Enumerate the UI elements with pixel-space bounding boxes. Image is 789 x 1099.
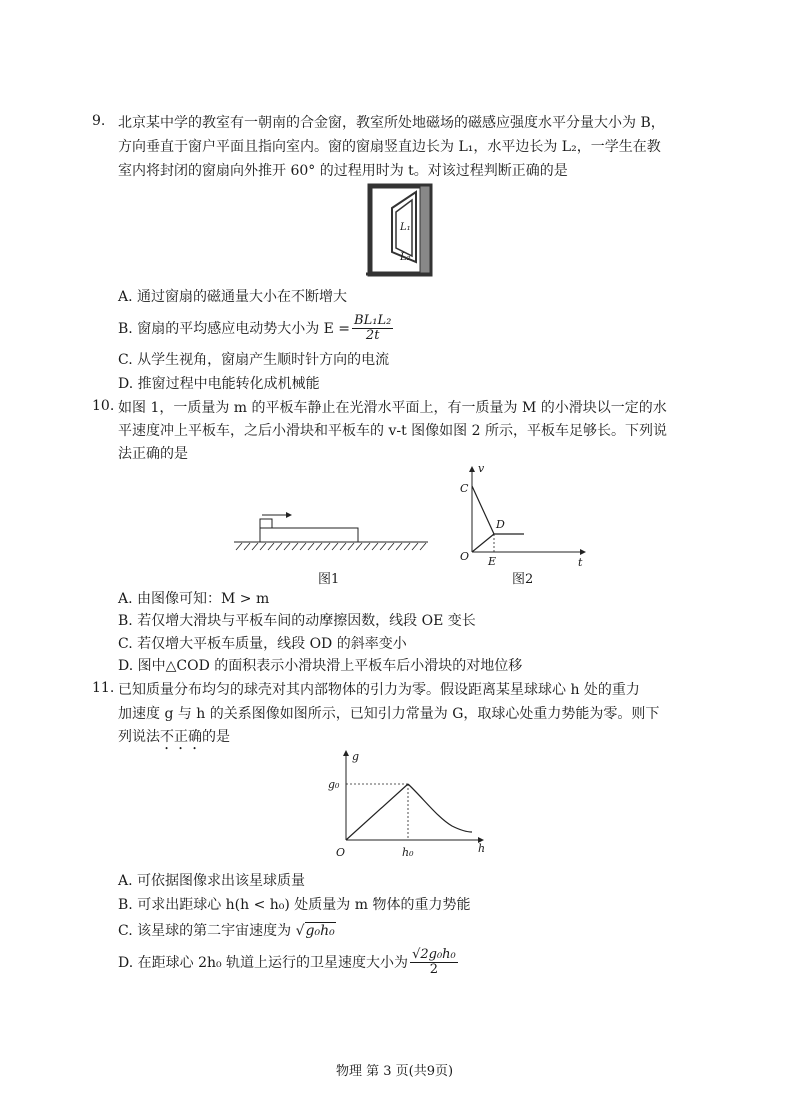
q9-option-a: A. 通过窗扇的磁通量大小在不断增大 — [118, 289, 348, 305]
q9-option-b-fraction — [352, 314, 393, 343]
q9-number: 9. — [92, 113, 106, 129]
q10-graph-v-label: v — [478, 466, 485, 475]
q11-option-d-text: D. 在距球心 2h₀ 轨道上运行的卫星速度大小为 — [118, 954, 409, 971]
q11-stem-line3-pre: 列说法 — [118, 729, 160, 745]
q9-window-figure — [366, 182, 438, 278]
q9-option-b — [118, 314, 395, 343]
q11-option-d-radicand: 2g₀h₀ — [420, 947, 456, 962]
q11-option-d — [118, 948, 460, 977]
q10-option-c: C. 若仅增大平板车质量，线段 OD 的斜率变小 — [118, 636, 407, 652]
q11-number: 11. — [92, 680, 115, 696]
q9-option-b-denominator: 2t — [365, 328, 380, 343]
q11-option-b: B. 可求出距球心 h(h < h₀) 处质量为 m 物体的重力势能 — [118, 897, 471, 913]
q10-stem-line1: 如图 1，一质量为 m 的平板车静止在光滑水平面上，有一质量为 M 的小滑块以一定的水 — [118, 400, 667, 416]
q11-stem-line3 — [118, 727, 230, 753]
q11-stem-line3-post: 的是 — [202, 729, 230, 745]
q11-stem-line1: 已知质量分布均匀的球壳对其内部物体的引力为零。假设距离某星球球心 h 处的重力 — [118, 682, 640, 698]
q9-option-b-numerator: BL₁L₂ — [354, 313, 392, 328]
q11-graph-g0-label: g₀ — [328, 778, 340, 791]
q10-graph-E-label: E — [488, 555, 497, 566]
q9-option-d: D. 推窗过程中电能转化成机械能 — [118, 376, 320, 392]
q10-stem-line2: 平速度冲上平板车，之后小滑块和平板车的 v-t 图像如图 2 所示，平板车足够长。下列说 — [118, 423, 667, 439]
q9-label-L2: L₂ — [400, 252, 411, 263]
q9-label-L1: L₁ — [400, 222, 411, 233]
q10-graph-O-label: O — [460, 550, 470, 563]
q11-graph-g-label: g — [352, 750, 360, 763]
q10-figure2-vt-graph — [452, 466, 587, 566]
q11-stem-emphasis: 不正确 — [160, 729, 202, 745]
q11-option-a: A. 可依据图像求出该星球质量 — [118, 873, 306, 889]
q11-stem-line2: 加速度 g 与 h 的关系图像如图所示，已知引力常量为 G，取球心处重力势能为零。则下 — [118, 706, 660, 722]
q10-option-a: A. 由图像可知：M > m — [118, 591, 270, 607]
page-footer: 物理 第 3 页(共9页) — [335, 1064, 454, 1079]
q11-option-c-sqrt: √g₀h₀ — [295, 923, 335, 939]
q11-graph-h0-label: h₀ — [402, 846, 414, 859]
q10-graph-C-label: C — [460, 482, 469, 495]
q11-option-d-fraction — [410, 948, 458, 977]
q11-graph-h-label: h — [478, 842, 486, 855]
q11-option-c — [118, 921, 336, 941]
q10-number: 10. — [92, 398, 115, 414]
q11-option-d-denominator: 2 — [429, 962, 439, 977]
q9-option-c: C. 从学生视角，窗扇产生顺时针方向的电流 — [118, 352, 390, 368]
q11-option-c-radicand: g₀h₀ — [305, 923, 335, 939]
q11-option-c-text: C. 该星球的第二宇宙速度为 — [118, 923, 292, 939]
q10-graph-D-label: D — [496, 518, 505, 531]
q10-graph-t-label: t — [578, 556, 583, 566]
q10-stem-line3: 法正确的是 — [118, 446, 188, 462]
q10-figure1 — [230, 505, 430, 555]
q9-option-b-text: B. 窗扇的平均感应电动势大小为 E = — [118, 320, 351, 337]
q10-option-d: D. 图中△COD 的面积表示小滑块滑上平板车后小滑块的对地位移 — [118, 658, 523, 674]
q10-option-b: B. 若仅增大滑块与平板车间的动摩擦因数，线段 OE 变长 — [118, 613, 476, 629]
q9-stem-line3: 室内将封闭的窗扇向外推开 60° 的过程用时为 t。对该过程判断正确的是 — [118, 163, 568, 179]
q10-figure1-caption: 图1 — [318, 572, 340, 587]
q11-graph-O-label: O — [336, 846, 346, 859]
q10-figure2-caption: 图2 — [512, 572, 534, 587]
q9-stem-line2: 方向垂直于窗户平面且指向室内。窗的窗扇竖直边长为 L₁，水平边长为 L₂，一学生在教 — [118, 139, 661, 155]
q11-option-d-numerator: √2g₀h₀ — [412, 947, 456, 962]
q11-g-h-graph — [328, 748, 493, 860]
q9-stem-line1: 北京某中学的教室有一朝南的合金窗，教室所处地磁场的磁感应强度水平分量大小为 B， — [118, 115, 665, 131]
